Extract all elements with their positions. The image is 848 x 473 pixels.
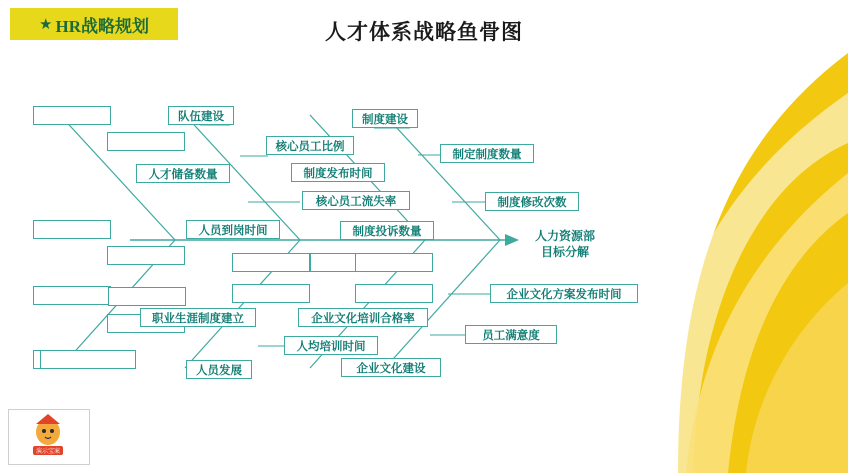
fishbone-label[interactable]: 核心员工比例	[266, 136, 354, 155]
fishbone-label[interactable]: 制定制度数量	[440, 144, 534, 163]
blank-box[interactable]	[107, 132, 185, 151]
fishbone-head-line1: 人力资源部	[535, 229, 596, 243]
mascot-logo	[8, 409, 90, 465]
fishbone-label[interactable]: 人才储备数量	[136, 164, 230, 183]
svg-text:演示宝案: 演示宝案	[35, 448, 61, 455]
blank-box[interactable]	[355, 253, 433, 272]
fishbone-label[interactable]: 人均培训时间	[284, 336, 378, 355]
fishbone-label[interactable]: 人员到岗时间	[186, 220, 280, 239]
blank-box[interactable]	[33, 220, 111, 239]
fishbone-label[interactable]: 队伍建设	[168, 106, 234, 125]
fishbone-label[interactable]: 制度建设	[352, 109, 418, 128]
blank-box[interactable]	[232, 253, 310, 272]
fishbone-label[interactable]: 核心员工流失率	[302, 191, 410, 210]
fishbone-label[interactable]: 企业文化建设	[341, 358, 441, 377]
fishbone-label[interactable]: 制度发布时间	[291, 163, 385, 182]
page-title: 人才体系战略鱼骨图	[325, 20, 523, 44]
fishbone-head-label	[535, 228, 595, 260]
fishbone-head-line2: 目标分解	[541, 245, 590, 259]
fishbone-label[interactable]: 人员发展	[186, 360, 252, 379]
star-icon: ★	[39, 15, 53, 33]
fishbone-label[interactable]: 制度修改次数	[485, 192, 579, 211]
blank-box[interactable]	[108, 287, 186, 306]
fishbone-label[interactable]: 员工满意度	[465, 325, 557, 344]
mascot-logo-icon	[9, 410, 87, 462]
blank-box[interactable]	[232, 284, 310, 303]
fishbone-label[interactable]: 制度投诉数量	[340, 221, 434, 240]
hr-strategy-badge-label: HR战略规划	[55, 16, 149, 36]
blank-box[interactable]	[107, 246, 185, 265]
fishbone-label[interactable]: 企业文化培训合格率	[298, 308, 428, 327]
blank-box[interactable]	[33, 106, 111, 125]
blank-box[interactable]	[355, 284, 433, 303]
fishbone-label[interactable]: 职业生涯制度建立	[140, 308, 256, 327]
blank-box[interactable]	[33, 286, 111, 305]
fishbone-diagram	[0, 60, 700, 400]
fishbone-label[interactable]: 企业文化方案发布时间	[490, 284, 638, 303]
blank-box[interactable]	[40, 350, 136, 369]
